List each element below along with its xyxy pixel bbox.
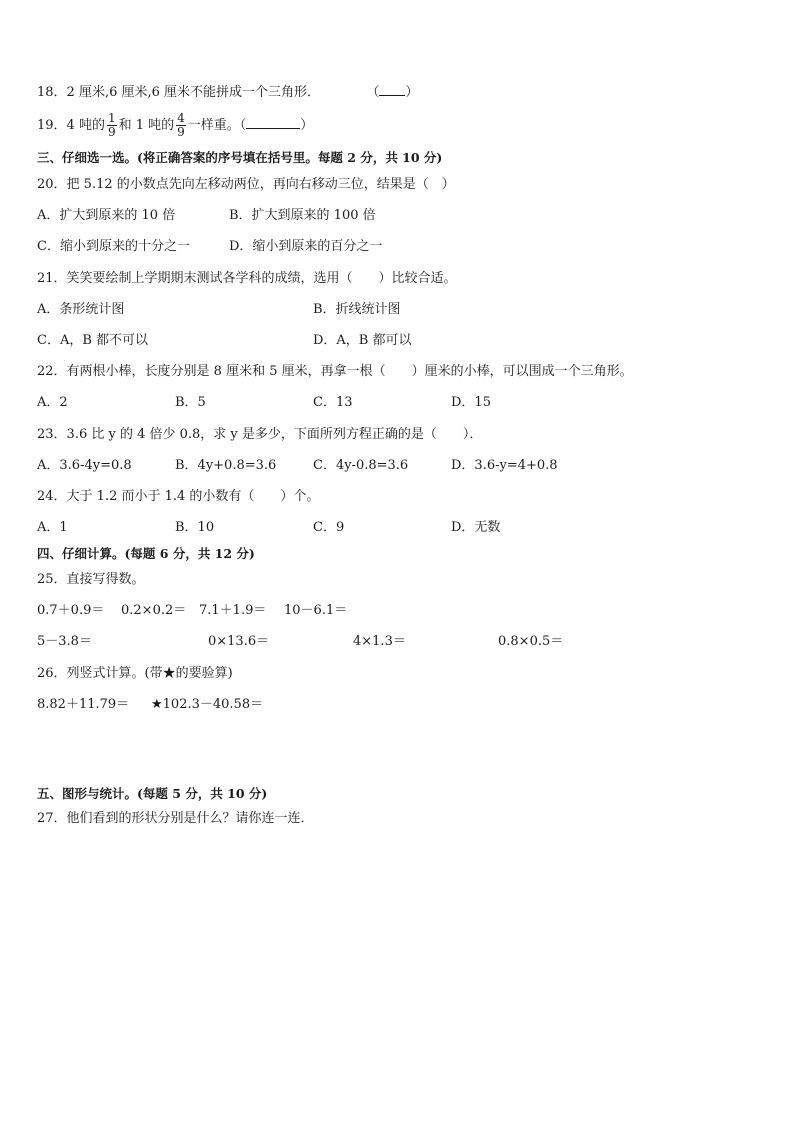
q23-option-d[interactable]: D．3.6-y=4+0.8 (451, 458, 558, 473)
q20-stem: 20．把 5.12 的小数点先向左移动两位，再向右移动三位，结果是（ ） (37, 177, 455, 192)
q18-paren-open: （ (366, 85, 380, 100)
q25-item: 0×13.6＝ (208, 634, 270, 649)
section-4-title: 四、仔细计算。(每题 6 分，共 12 分) (37, 546, 255, 561)
q20-option-a[interactable]: A．扩大到原来的 10 倍 (37, 208, 176, 223)
q19-middle: 和 1 吨的 (118, 118, 175, 133)
q19-fraction-1 (107, 112, 117, 139)
q22-option-a[interactable]: A．2 (37, 395, 68, 410)
q25-item: 0.2×0.2＝ (121, 603, 187, 618)
q26-stem: 26．列竖式计算。(带★的要验算) (37, 666, 233, 681)
question-19 (37, 111, 313, 141)
section-3-title: 三、仔细选一选。(将正确答案的序号填在括号里。每题 2 分，共 10 分) (37, 150, 443, 165)
q25-item: 4×1.3＝ (353, 634, 406, 649)
q25-item: 0.7＋0.9＝ (37, 603, 105, 618)
q22-stem: 22．有两根小棒，长度分别是 8 厘米和 5 厘米，再拿一根（ ）厘米的小棒，可以围成一个三角形。 (37, 364, 633, 379)
q20-option-c[interactable]: C．缩小到原来的十分之一 (37, 239, 190, 254)
q21-option-c[interactable]: C．A，B 都不可以 (37, 333, 149, 348)
q25-stem: 25．直接写得数。 (37, 572, 145, 587)
q19-answer-blank[interactable] (246, 117, 300, 129)
q25-item: 5－3.8＝ (37, 634, 92, 649)
q25-item: 7.1＋1.9＝ (199, 603, 267, 618)
q25-item: 0.8×0.5＝ (498, 634, 564, 649)
q20-option-d[interactable]: D．缩小到原来的百分之一 (229, 239, 383, 254)
q19-fraction-2 (176, 112, 186, 139)
q20-option-b[interactable]: B．扩大到原来的 100 倍 (229, 208, 376, 223)
q21-option-b[interactable]: B．折线统计图 (313, 302, 401, 317)
q21-option-a[interactable]: A．条形统计图 (37, 302, 125, 317)
q23-option-c[interactable]: C．4y-0.8=3.6 (313, 458, 409, 473)
q19-frac1-denominator: 9 (107, 125, 116, 139)
q24-option-b[interactable]: B．10 (175, 520, 215, 535)
question-18 (37, 84, 418, 101)
q19-frac2-denominator: 9 (177, 125, 185, 139)
q21-stem: 21．笑笑要绘制上学期期末测试各学科的成绩，选用（ ）比较合适。 (37, 271, 457, 286)
q24-option-c[interactable]: C．9 (313, 520, 345, 535)
q23-option-b[interactable]: B．4y+0.8=3.6 (175, 458, 277, 473)
q19-frac1-numerator: 1 (107, 111, 116, 125)
q25-item: 10－6.1＝ (284, 603, 348, 618)
q19-frac2-numerator: 4 (177, 111, 185, 125)
q22-option-d[interactable]: D．15 (451, 395, 491, 410)
q24-stem: 24．大于 1.2 而小于 1.4 的小数有（ ）个。 (37, 489, 320, 504)
q27-stem: 27．他们看到的形状分别是什么？请你连一连． (37, 811, 314, 826)
q19-suffix: 一样重。（ (187, 118, 247, 133)
q19-paren-close: ） (300, 118, 314, 133)
q18-answer-blank[interactable] (379, 84, 405, 96)
q26-item: 8.82＋11.79＝ (37, 697, 130, 712)
q22-option-c[interactable]: C．13 (313, 395, 353, 410)
q18-text: 18．2 厘米,6 厘米,6 厘米不能拼成一个三角形． (37, 85, 321, 100)
q26-item-starred: ★102.3－40.58＝ (151, 697, 264, 712)
q22-option-b[interactable]: B．5 (175, 395, 206, 410)
q23-option-a[interactable]: A．3.6-4y=0.8 (37, 458, 132, 473)
q19-prefix: 19．4 吨的 (37, 118, 105, 133)
section-5-title: 五、图形与统计。(每题 5 分，共 10 分) (37, 786, 268, 801)
q24-option-a[interactable]: A．1 (37, 520, 68, 535)
q24-option-d[interactable]: D．无数 (451, 520, 501, 535)
q18-paren-close: ） (405, 85, 419, 100)
q23-stem: 23．3.6 比 y 的 4 倍少 0.8，求 y 是多少，下面所列方程正确的是（ ）． (37, 427, 483, 442)
q21-option-d[interactable]: D．A，B 都可以 (313, 333, 412, 348)
